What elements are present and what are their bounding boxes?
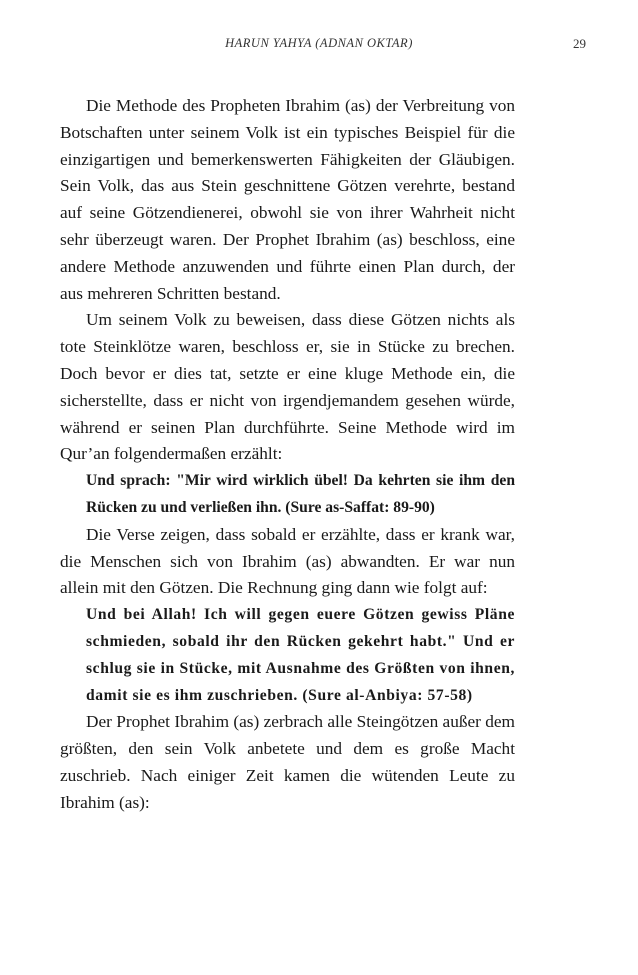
paragraph-4: Der Prophet Ibrahim (as) zerbrach alle Steingötzen außer dem größten, den sein Volk anbetete und dem es große Macht zuschrieb. Nach einiger Zeit kamen die wütenden Leute zu Ibrahim (as): <box>60 712 515 812</box>
paragraph-3: Die Verse zeigen, dass sobald er erzählte, dass er krank war, die Menschen sich von Ibrahim (as) abwandten. Er war nun allein mit den Götzen. Die Rechnung ging dann wie folgt auf: <box>60 524 515 598</box>
paragraph-2: Um seinem Volk zu beweisen, dass diese Götzen nichts als tote Steinklötze waren, beschloss er, sie in Stücke zu brechen. Doch bevor er dies tat, setzte er eine kluge Methode ein, die sicherstellte, dass er nicht von irgendjemandem gesehen würde, während er seinen Plan durchführte. Seine Methode wird im Qur’an folgendermaßen erzählt: <box>60 310 515 464</box>
running-title: HARUN YAHYA (ADNAN OKTAR) <box>225 36 413 50</box>
paragraph-1: Die Methode des Propheten Ibrahim (as) der Verbreitung von Botschaften unter seinem Volk ist ein typisches Beispiel für die einzigartigen und bemerkenswerten Fähigkeiten der Gläubigen. Sein Volk, das aus Stein geschnittene Götzen verehrte, bestand auf seine Götzendienerei, obwohl sie von ihrer Wahrheit nicht sehr überzeugt waren. Der Prophet Ibrahim (as) beschloss, eine andere Methode anzuwenden und führte einen Plan durch, der aus mehreren Schritten bestand. <box>60 96 515 303</box>
page-number: 29 <box>573 36 586 51</box>
quran-quote-2: Und bei Allah! Ich will gegen euere Götzen gewiss Pläne schmieden, sobald ihr den Rücken gekehrt habt." Und er schlug sie in Stücke, mit Ausnahme des Größten von ihnen, damit sie es ihm zuschrieben. (Sure al-Anbiya: 57-58) <box>86 606 515 704</box>
body-text <box>60 93 515 817</box>
quran-quote-1: Und sprach: "Mir wird wirklich übel! Da kehrten sie ihm den Rücken zu und verließen ihn. (Sure as-Saffat: 89-90) <box>86 472 515 516</box>
running-header <box>0 36 638 56</box>
